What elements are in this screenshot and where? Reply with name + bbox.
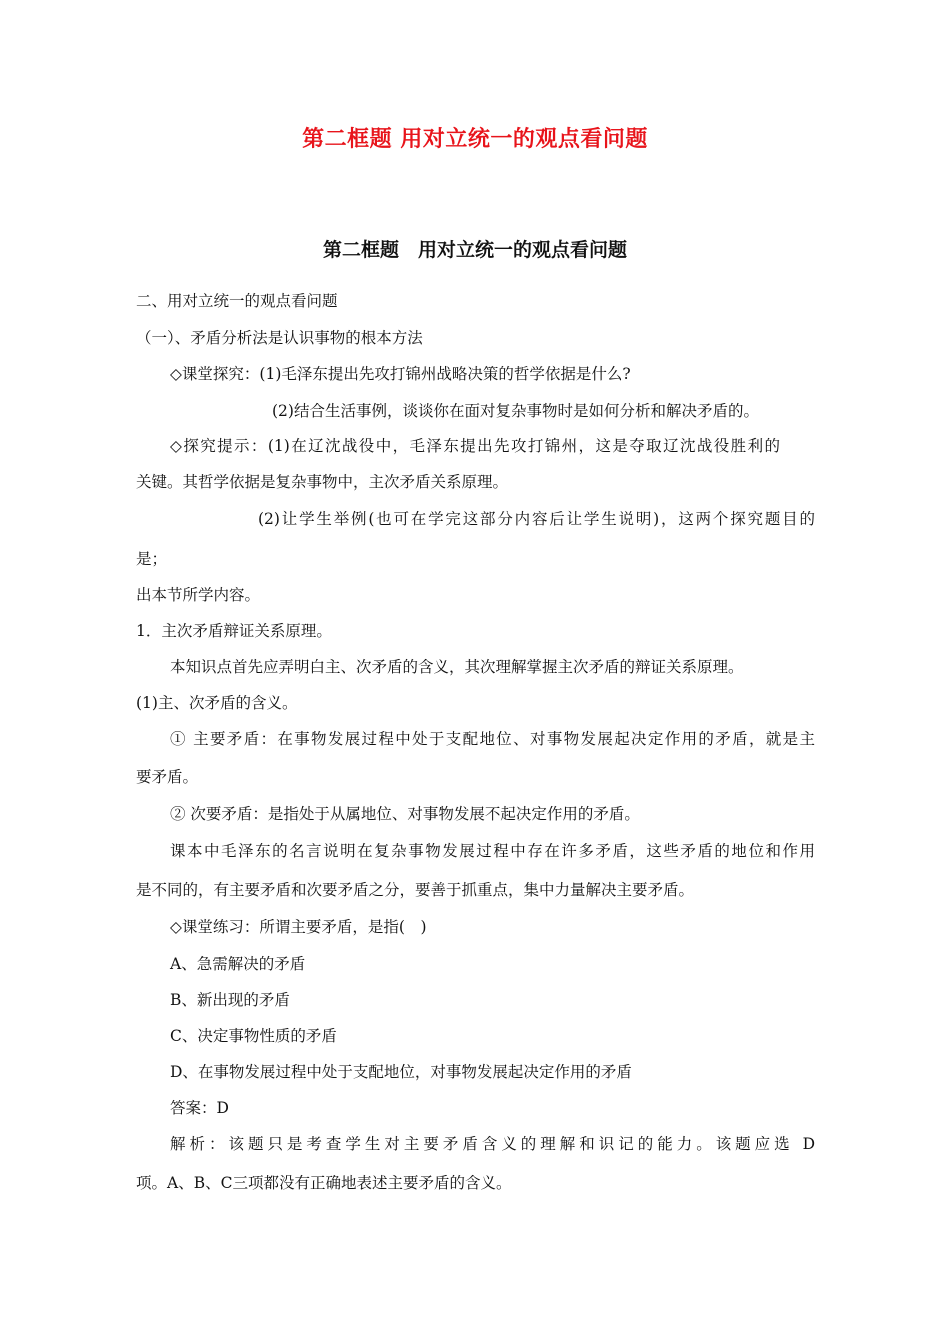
inquiry-hint-line-3: (2)让学生举例(也可在学完这部分内容后让学生说明)，这两个探究题目的 <box>258 510 815 528</box>
class-inquiry-question-2: (2)结合生活事例，谈谈你在面对复杂事物时是如何分析和解决矛盾的。 <box>272 402 759 420</box>
definition-heading: (1)主、次矛盾的含义。 <box>136 694 298 712</box>
exercise-analysis-line-1: 解析：该题只是考查学生对主要矛盾含义的理解和识记的能力。该题应选 D <box>170 1135 815 1153</box>
exercise-option-b: B、新出现的矛盾 <box>170 991 290 1009</box>
class-exercise-question: ◇课堂练习：所谓主要矛盾，是指( ) <box>170 918 427 936</box>
exercise-option-d: D、在事物发展过程中处于支配地位，对事物发展起决定作用的矛盾 <box>170 1063 632 1081</box>
mao-quote-explanation-line-2: 是不同的，有主要矛盾和次要矛盾之分，要善于抓重点，集中力量解决主要矛盾。 <box>136 881 695 899</box>
document-title: 第二框题 用对立统一的观点看问题 <box>322 239 627 261</box>
inquiry-hint-line-1: ◇探究提示：(1)在辽沈战役中，毛泽东提出先攻打锦州，这是夺取辽沈战役胜利的 <box>170 437 780 455</box>
exercise-answer: 答案：D <box>170 1099 229 1117</box>
exercise-analysis-line-2: 项。A、B、C三项都没有正确地表述主要矛盾的含义。 <box>136 1174 512 1192</box>
document-title-red: 第二框题 用对立统一的观点看问题 <box>302 127 648 152</box>
inquiry-hint-line-2: 关键。其哲学依据是复杂事物中，主次矛盾关系原理。 <box>136 473 509 491</box>
principle-heading: 1．主次矛盾辩证关系原理。 <box>136 622 332 640</box>
subsection-heading: （一）、矛盾分析法是认识事物的根本方法 <box>136 329 423 347</box>
exercise-option-c: C、决定事物性质的矛盾 <box>170 1027 337 1045</box>
mao-quote-explanation-line-1: 课本中毛泽东的名言说明在复杂事物发展过程中存在许多矛盾，这些矛盾的地位和作用 <box>170 842 815 860</box>
inquiry-hint-line-5: 出本节所学内容。 <box>136 586 261 604</box>
inquiry-hint-line-4: 是； <box>136 550 168 568</box>
principle-intro: 本知识点首先应弄明白主、次矛盾的含义，其次理解掌握主次矛盾的辩证关系原理。 <box>170 658 744 676</box>
secondary-contradiction: ② 次要矛盾：是指处于从属地位、对事物发展不起决定作用的矛盾。 <box>170 805 640 823</box>
section-heading: 二、用对立统一的观点看问题 <box>136 292 338 310</box>
exercise-option-a: A、急需解决的矛盾 <box>170 955 306 973</box>
principal-contradiction-line-2: 要矛盾。 <box>136 768 199 786</box>
principal-contradiction-line-1: ① 主要矛盾：在事物发展过程中处于支配地位、对事物发展起决定作用的矛盾，就是主 <box>170 730 815 748</box>
class-inquiry-question-1: ◇课堂探究：(1)毛泽东提出先攻打锦州战略决策的哲学依据是什么? <box>170 365 631 383</box>
